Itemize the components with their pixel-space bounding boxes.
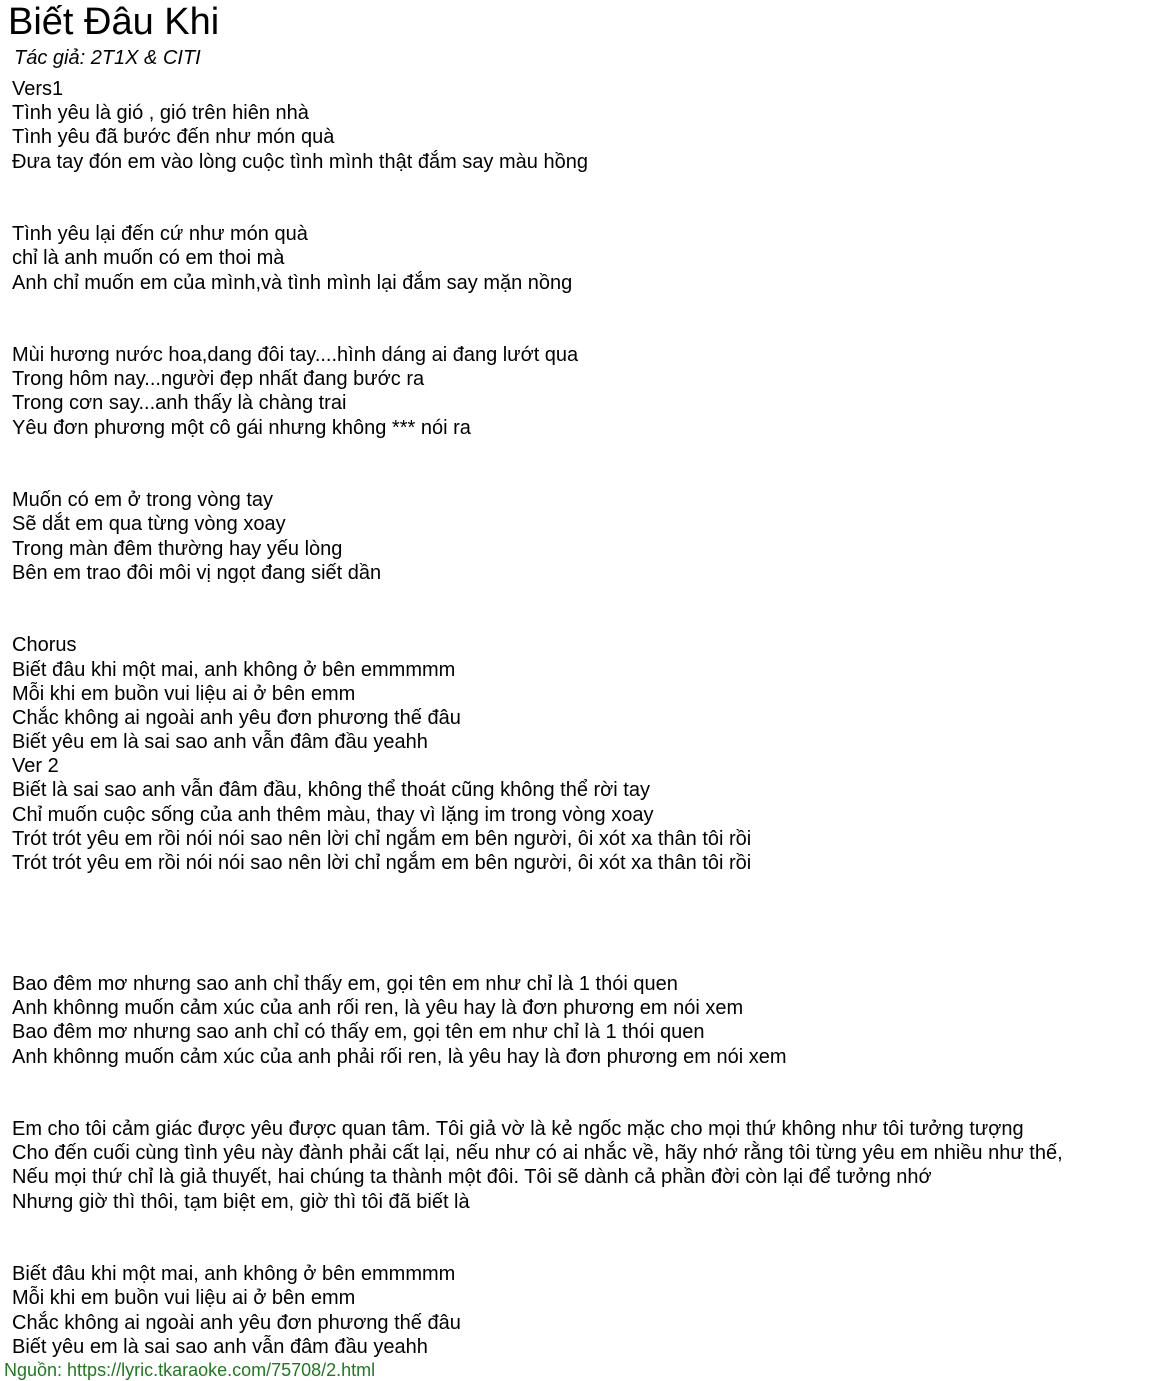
lyric-blank-line	[12, 440, 1148, 464]
lyric-line: Mỗi khi em buồn vui liệu ai ở bên emm	[12, 682, 356, 705]
lyric-blank-line	[12, 609, 1148, 633]
lyric-line: Yêu đơn phương một cô gái nhưng không *** nói ra	[12, 416, 471, 439]
lyric-blank-line	[12, 1214, 1148, 1238]
lyric-line: Mùi hương nước hoa,dang đôi tay....hình dáng ai đang lướt qua	[12, 344, 579, 367]
lyric-line: Trót trót yêu em rồi nói nói sao nên lời chỉ ngắm em bên người, ôi xót xa thân tôi rồi	[12, 852, 752, 874]
lyric-line: Biết đâu khi một mai, anh không ở bên emmmmm	[12, 1263, 456, 1286]
lyric-blank-line	[12, 295, 1148, 319]
lyric-line: Tình yêu là gió , gió trên hiên nhà	[12, 102, 309, 125]
lyric-blank-line	[12, 899, 1148, 923]
lyric-line: Vers1	[12, 78, 64, 100]
lyric-line: Anh khônng muốn cảm xúc của anh rối ren, là yêu hay là đơn phương em nói xem	[12, 997, 744, 1020]
lyric-line: Đưa tay đón em vào lòng cuộc tình mình thật đắm say màu hồng	[12, 150, 588, 173]
lyric-line: Biết là sai sao anh vẫn đâm đầu, không thể thoát cũng không thể rời tay	[12, 779, 650, 802]
lyric-line: Bên em trao đôi môi vị ngọt đang siết dần	[12, 561, 382, 584]
lyric-blank-line	[12, 174, 1148, 198]
lyric-line: Sẽ dắt em qua từng vòng xoay	[12, 513, 286, 536]
lyric-blank-line	[12, 464, 1148, 488]
lyric-line: Trong cơn say...anh thấy là chàng trai	[12, 392, 347, 415]
lyric-line: Tình yêu đã bước đến như món quà	[12, 126, 335, 149]
lyric-line: Tình yêu lại đến cứ như món quà	[12, 223, 308, 246]
lyric-line: Biết yêu em là sai sao anh vẫn đâm đầu yeahh	[12, 731, 428, 754]
lyric-line: Chắc không ai ngoài anh yêu đơn phương thế đâu	[12, 706, 461, 729]
lyric-line: chỉ là anh muốn có em thoi mà	[12, 247, 285, 270]
lyric-line: Chỉ muốn cuộc sống của anh thêm màu, thay vì lặng im trong vòng xoay	[12, 803, 654, 826]
lyric-line: Em cho tôi cảm giác được yêu được quan tâm. Tôi giả vờ là kẻ ngốc mặc cho mọi thứ không như tôi tưởng tượng	[12, 1118, 1024, 1141]
song-title: Biết Đâu Khi	[8, 1, 220, 43]
lyric-blank-line	[12, 198, 1148, 222]
lyric-line: Bao đêm mơ nhưng sao anh chỉ có thấy em, gọi tên em như chỉ là 1 thói quen	[12, 1021, 705, 1044]
lyric-line: Chorus	[12, 634, 77, 657]
lyric-blank-line	[12, 948, 1148, 972]
lyric-line: Chắc không ai ngoài anh yêu đơn phương thế đâu	[12, 1311, 461, 1334]
lyric-blank-line	[12, 1238, 1148, 1262]
lyric-blank-line	[12, 319, 1148, 343]
lyric-line: Biết yêu em là sai sao anh vẫn đâm đầu yeahh	[12, 1335, 428, 1358]
lyric-line: Nhưng giờ thì thôi, tạm biệt em, giờ thì tôi đã biết là	[12, 1190, 470, 1213]
lyric-blank-line	[12, 1093, 1148, 1117]
lyric-line: Cho đến cuối cùng tình yêu này đành phải cất lại, nếu như có ai nhắc về, hãy nhớ rằng tôi từng yêu em nhiều như thế,	[12, 1142, 1063, 1165]
lyric-line: Trót trót yêu em rồi nói nói sao nên lời chỉ ngắm em bên người, ôi xót xa thân tôi rồi	[12, 827, 752, 850]
lyric-line: Biết đâu khi một mai, anh không ở bên emmmmm	[12, 658, 456, 681]
lyric-line: Mỗi khi em buồn vui liệu ai ở bên emm	[12, 1287, 356, 1310]
lyric-line: Ver 2	[12, 755, 59, 778]
lyric-line: Anh chỉ muốn em của mình,và tình mình lại đắm say mặn nồng	[12, 271, 573, 294]
lyric-blank-line	[12, 1069, 1148, 1093]
song-author: Tác giả: 2T1X & CITI	[14, 47, 201, 69]
lyric-line: Nếu mọi thứ chỉ là giả thuyết, hai chúng ta thành một đôi. Tôi sẽ dành cả phần đời còn lại để tưởng nhớ	[12, 1166, 932, 1189]
lyric-blank-line	[12, 585, 1148, 609]
lyric-blank-line	[12, 875, 1148, 899]
lyric-line: Bao đêm mơ nhưng sao anh chỉ thấy em, gọi tên em như chỉ là 1 thói quen	[12, 972, 678, 995]
source-link[interactable]: Nguồn: https://lyric.tkaraoke.com/75708/2.html	[4, 1360, 376, 1380]
lyric-line: Trong hôm nay...người đẹp nhất đang bước ra	[12, 368, 425, 391]
lyrics-body	[12, 77, 1148, 1359]
lyric-line: Anh khônng muốn cảm xúc của anh phải rối ren, là yêu hay là đơn phương em nói xem	[12, 1045, 787, 1068]
lyric-line: Muốn có em ở trong vòng tay	[12, 489, 274, 512]
lyric-line: Trong màn đêm thường hay yếu lòng	[12, 537, 343, 560]
lyric-blank-line	[12, 924, 1148, 948]
